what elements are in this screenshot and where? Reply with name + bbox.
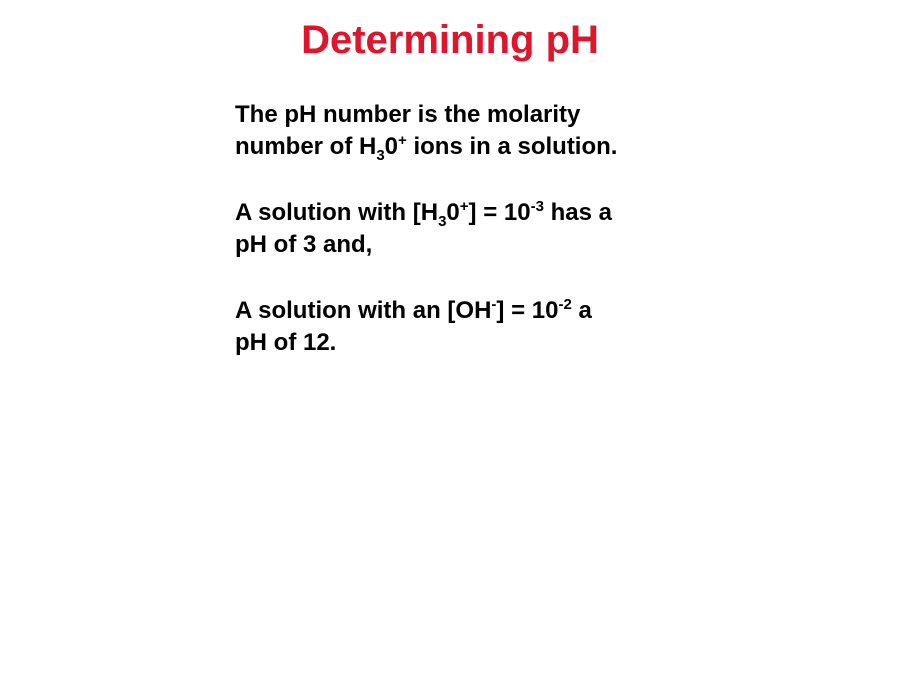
- text-line: [235, 99, 695, 131]
- text-line: [235, 131, 695, 163]
- text-run: ions in a solution.: [406, 133, 618, 160]
- superscript: -3: [530, 198, 544, 215]
- slide-body: [235, 99, 695, 393]
- paragraph-hydronium-example: [235, 197, 695, 261]
- superscript: -: [491, 296, 497, 313]
- text-line: [235, 295, 695, 327]
- text-run: number of H: [235, 133, 377, 160]
- text-run: a: [571, 297, 592, 324]
- text-run: 0: [446, 199, 460, 226]
- paragraph-definition: [235, 99, 695, 163]
- text-run: A solution with [H: [235, 199, 439, 226]
- text-run: The pH number is the molarity: [235, 101, 581, 128]
- text-line: [235, 327, 695, 359]
- text-run: has a: [543, 199, 612, 226]
- superscript: -2: [558, 296, 572, 313]
- text-run: pH of 12.: [235, 329, 337, 356]
- text-run: A solution with an [OH: [235, 297, 492, 324]
- paragraph-hydroxide-example: [235, 295, 695, 359]
- text-run: 0: [384, 133, 399, 160]
- subscript: 3: [438, 213, 447, 230]
- slide-title: Determining pH: [301, 18, 599, 62]
- subscript: 3: [376, 147, 385, 164]
- text-run: ] = 10: [496, 297, 559, 324]
- superscript: +: [459, 198, 469, 215]
- text-run: pH of 3 and,: [235, 231, 373, 258]
- text-run: ] = 10: [468, 199, 531, 226]
- text-line: [235, 197, 695, 229]
- superscript: +: [398, 132, 407, 149]
- text-line: [235, 229, 695, 261]
